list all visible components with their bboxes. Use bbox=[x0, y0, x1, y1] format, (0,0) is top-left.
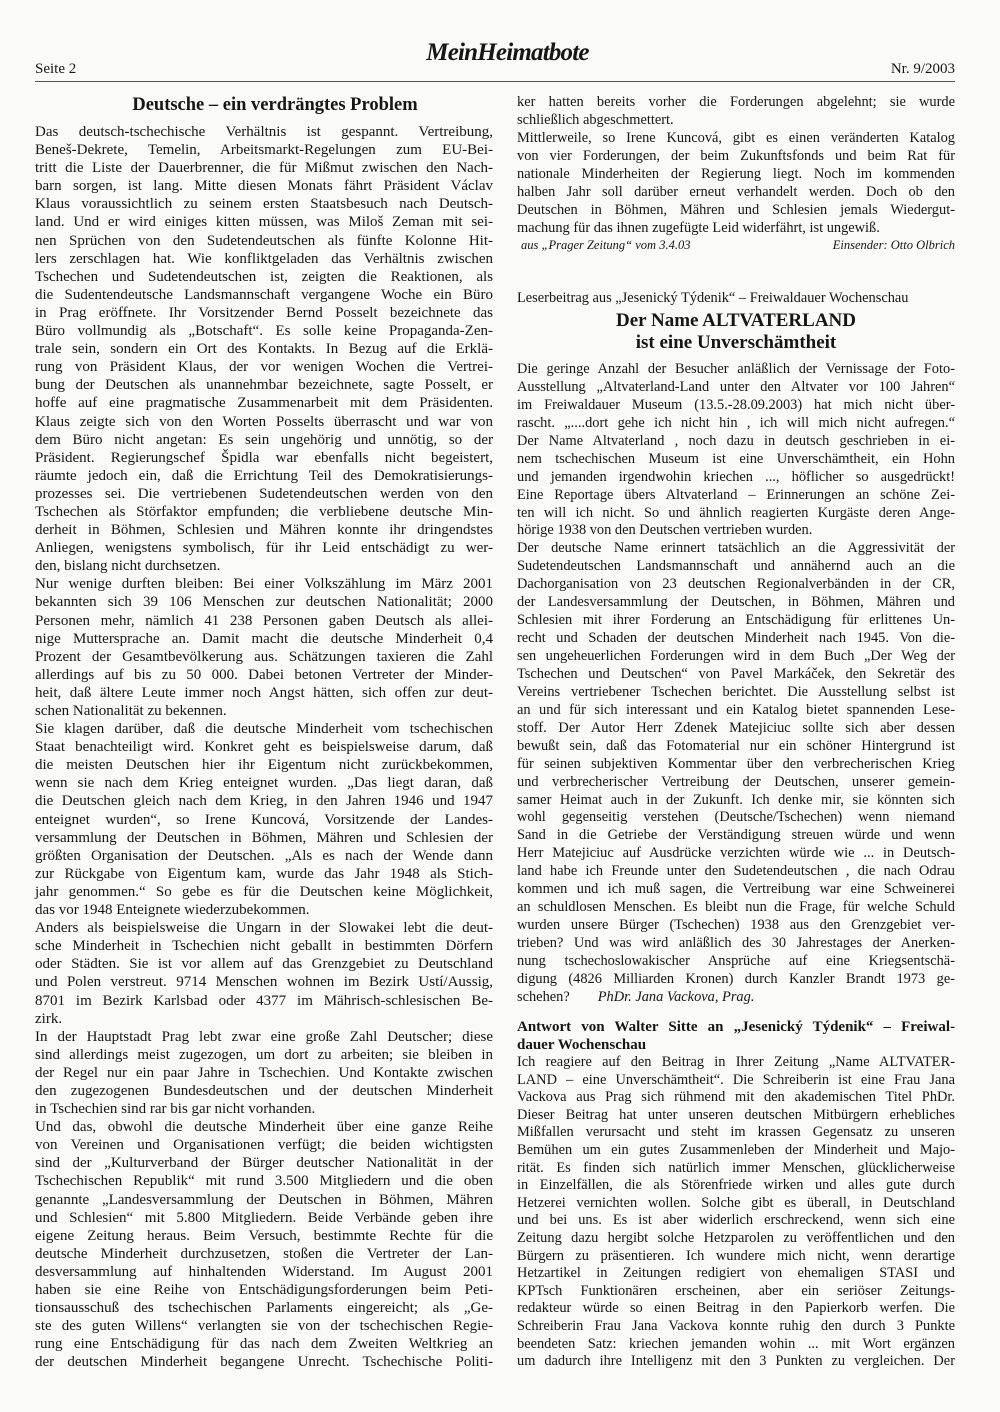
text-line: dem Büro nicht angetan: Es sein ungehörig und unnötig, so der bbox=[35, 431, 493, 448]
text-line: Anliegen, wenigstens symbolisch, für ihr Leid entschädigt zu wer- bbox=[35, 540, 493, 557]
paragraph bbox=[517, 540, 955, 988]
text-line: und jemanden irgendwohin kriechen ..., höflicher so ausgedrückt! bbox=[517, 468, 955, 485]
text-line: Tschechen als Störfaktor empfunden; die verbliebene deutsche Min- bbox=[35, 503, 493, 520]
letter-author: PhDr. Jana Vackova, Prag. bbox=[597, 988, 755, 1005]
text-line: um dadurch ihre Intelligenz mit den 3 Punkten zu vergleichen. Der bbox=[517, 1353, 955, 1370]
text-line: bekannten sich 39 106 Menschen zur deutschen Nationalität; 2000 bbox=[35, 594, 493, 611]
text-line: in Einzelfällen, die als Störenfriede wirken und alles gute durch bbox=[517, 1177, 955, 1194]
text-line: Tschechen und Sudetendeutschen ist, zeigten die Reaktionen, als bbox=[35, 268, 493, 285]
text-line: und verbrecherischer Vertreibung der Deutschen, unserer gemein- bbox=[517, 773, 955, 790]
issue-number: Nr. 9/2003 bbox=[890, 61, 955, 77]
paragraph bbox=[35, 1118, 493, 1371]
text-line: hoffe auf eine pragmatische Zusammenarbeit mit dem Präsidenten. bbox=[35, 395, 493, 412]
text-line: 8701 im Bezirk Karlsbad oder 4377 im Mährisch-schlesischen Be- bbox=[35, 992, 493, 1009]
article-title: Deutsche – ein verdrängtes Problem bbox=[132, 95, 418, 115]
paragraph bbox=[517, 93, 955, 129]
text-line: nige Muttersprache an. Damit macht die deutsche Minderheit 0,4 bbox=[35, 630, 493, 647]
paragraph bbox=[35, 575, 493, 720]
text-line: das vor 1948 Enteignete wiederzubekommen. bbox=[35, 902, 310, 919]
article-continuation bbox=[517, 93, 955, 237]
text-line: eigene Zeitung heraus. Beim Versuch, bestimmte Rechte für die bbox=[35, 1227, 493, 1244]
text-line: enteignet wurden“, so Irene Kuncová, Vorsitzende der Landes- bbox=[35, 811, 493, 828]
text-line: Die geringe Anzahl der Besucher anläßlich der Vernissage der Foto- bbox=[517, 361, 955, 377]
text-line: im Freiwaldauer Museum (13.5.-28.09.2003) hat mich nicht über- bbox=[517, 396, 955, 413]
text-line: Staat benachteiligt wird. Konkret geht es beispielsweise darum, daß bbox=[35, 739, 493, 756]
text-line: zur Rückgabe von Eigentum kam, wurde das Jahr 1948 als Stich- bbox=[35, 865, 493, 882]
text-line: Dieser Beitrag hat unter unseren deutschen Mitbürgern erhebliches bbox=[517, 1106, 955, 1123]
text-line: bung der Deutschen als unannehmbar bezeichnete, sagte Posselt, er bbox=[35, 377, 493, 394]
text-line: die Sudentendeutsche Landsmannschaft vergangene Woche ein Büro bbox=[35, 286, 493, 303]
source-citation: aus „Prager Zeitung“ vom 3.4.03 bbox=[521, 238, 691, 252]
text-line: Bürgern zu präsentieren. Ich wundere mich nicht, wenn derartige bbox=[517, 1247, 955, 1264]
text-line: lers zerschlagen hat. Wie konfliktgeladen das Verhältnis zwischen bbox=[35, 250, 493, 267]
letter-title bbox=[517, 310, 955, 354]
text-line: Herr Matejiciuc auf Ausdrücke verzichten würde wie ... in Deutsch- bbox=[517, 845, 955, 862]
text-line: nem tschechischen Museum ist eine Unverschämtheit, ein Hohn bbox=[517, 450, 955, 467]
text-line: Anders als beispielsweise die Ungarn in der Slowakei lebt die deut- bbox=[35, 920, 493, 937]
text-line: desversammlung auf hinhaltenden Widerstand. Im August 2001 bbox=[35, 1263, 493, 1280]
letter-paragraphs bbox=[517, 361, 955, 989]
text-line: Und das, obwohl die deutsche Minderheit über eine ganze Reihe bbox=[35, 1119, 493, 1136]
text-line: Vackova aus Prag sich rühmend mit den akademischen Titel PhDr. bbox=[517, 1089, 955, 1106]
text-line: zirk. bbox=[35, 1010, 63, 1027]
text-line: recht und Schaden der deutschen Minderheit nach 1945. Von die- bbox=[517, 630, 955, 647]
letter-body bbox=[517, 361, 955, 1007]
text-line: tionsausschuß des tschechischen Parlaments eingereicht; als „Ge- bbox=[35, 1300, 493, 1317]
text-line: Tschechen und Deutschen“ von Pavel Markáček, den Sekretär des bbox=[517, 665, 955, 682]
text-line: nung tschechoslowakischer Ansprüche auf eine Kriegsentschä- bbox=[517, 952, 955, 969]
source-line bbox=[521, 237, 955, 253]
text-line: Prozent der Gesamtbevölkerung aus. Schätzungen taxieren die Zahl bbox=[35, 648, 493, 665]
text-line: ten will ich nicht. So und ähnlich reagierten Kurgäste deren Ange- bbox=[517, 504, 955, 521]
text-line: deutsche Minderheit durchzusetzen, stoßen die Vertreter der Lan- bbox=[35, 1245, 493, 1262]
text-line: von Vereinen und Organisationen verfügt; die beiden wichtigsten bbox=[35, 1137, 493, 1154]
letter-title-line: ist eine Unverschämtheit bbox=[635, 332, 837, 353]
text-line: schließlich abgeschmettert. bbox=[517, 112, 674, 128]
text-line: der Landesversammlung der Deutschen, in Böhmen, Mähren und bbox=[517, 594, 955, 611]
text-line: Büro vollmundig als „Botschaft“. Es solle keine Propaganda-Zen- bbox=[35, 323, 493, 340]
text-line: Dachorganisation von 23 deutschen Regionalverbänden in der CR, bbox=[517, 576, 955, 593]
text-line: die meisten Deutschen hier ihr Eigentum nicht zurückbekommen, bbox=[35, 757, 493, 774]
text-line: schen Nationalität zu bekennen. bbox=[35, 703, 227, 719]
paragraph bbox=[517, 361, 955, 540]
text-line: samer Heimat auch in der Zukunft. Ich denke mir, sie könnten sich bbox=[517, 791, 955, 808]
text-line: ste des guten Willens“ verlangten sie von der tschechischen Regie- bbox=[35, 1318, 493, 1335]
text-line: Der Name Altvaterland , noch dazu in deutsch geschrieben in ei- bbox=[517, 432, 955, 449]
reply-title-line: dauer Wochenschau bbox=[517, 1037, 647, 1053]
text-line: wenn sie nach dem Krieg enteignet wurden. „Das liegt daran, daß bbox=[35, 775, 493, 792]
letter-kicker: Leserbeitrag aus „Jesenický Týdenik“ – Freiwaldauer Wochenschau bbox=[517, 290, 909, 306]
text-line: Vereins vertriebener Tschechen berichtet. Die Ausstellung selbst ist bbox=[517, 683, 955, 700]
text-line: LAND – eine Unverschämtheit“. Die Schreiberin ist eine Frau Jana bbox=[517, 1071, 955, 1088]
text-line: land. Und er wird einiges kitten müssen, was Miloš Zeman mit sei- bbox=[35, 214, 493, 231]
text-line: Ich reagiere auf den Beitrag in Ihrer Zeitung „Name ALTVATER- bbox=[517, 1054, 955, 1070]
text-line: stoff. Der Autor Herr Zdenek Matejiciuc sollte sich aber dessen bbox=[517, 719, 955, 736]
text-line: Bemühen um ein gutes Zusammenleben der Minderheit und Majo- bbox=[517, 1141, 955, 1158]
text-line: rung eine Entschädigung für das nach dem Zweiten Weltkrieg an bbox=[35, 1336, 493, 1353]
letter-title-line: Der Name ALTVATERLAND bbox=[616, 310, 856, 331]
text-line: Sand in die Getriebe der Verständigung streuen würde und wenn bbox=[517, 827, 955, 844]
text-line: sind allerdings meist zugezogen, um dort zu arbeiten; sie bleiben in bbox=[35, 1046, 493, 1063]
newspaper-masthead: MeinHeimatbote bbox=[426, 39, 589, 66]
text-line: Deutschen in Böhmen, Mähren und Schlesien jemals Wiedergut- bbox=[517, 202, 955, 218]
text-line: hörige 1938 von den Deutschen vertrieben wurden. bbox=[517, 522, 813, 539]
text-line: der deutschen Minderheit begangene Unrecht. Tschechische Politi- bbox=[35, 1354, 493, 1371]
text-line: land habe ich Freunde unter den Sudetendeutschen , die nach Odrau bbox=[517, 863, 955, 880]
sender-credit: Einsender: Otto Olbrich bbox=[832, 238, 955, 252]
text-line: Eine Reportage übers Altvaterland – Erinnerungen an schöne Zei- bbox=[517, 486, 955, 503]
text-line: Personen mehr, nämlich 41 238 Personen gaben Deutsch als allei- bbox=[35, 612, 493, 629]
reply-title-line: Antwort von Walter Sitte an „Jesenický Týdenik“ – Freiwal- bbox=[517, 1019, 955, 1035]
text-line: Sie klagen darüber, daß die deutsche Minderheit vom tschechischen bbox=[35, 721, 493, 738]
text-line: oder Städten. Sie ist vor allem auf das Grenzgebiet zu Deutschland bbox=[35, 956, 493, 973]
text-line: Beneš-Dekrete, Temelin, Arbeitsmarkt-Regelungen zum EU-Bei- bbox=[35, 142, 493, 159]
text-line: nen Sprüchen von den Sudetendeutschen als fünfte Kolonne Hit- bbox=[35, 232, 493, 249]
text-line: für seinen subjektiven Kommentar über den verbrecherischen Krieg bbox=[517, 755, 955, 772]
text-line: haben sie eine Reihe von Entschädigungsforderungen beim Peti- bbox=[35, 1282, 493, 1298]
header-divider bbox=[35, 81, 955, 82]
text-line: der Regel nur ein paar Jahre in Tschechien. Und Kontakte zwischen bbox=[35, 1064, 493, 1081]
text-line: ker hatten bereits vorher die Forderungen abgelehnt; sie wurde bbox=[517, 94, 955, 110]
paragraph bbox=[35, 720, 493, 919]
article-body bbox=[35, 123, 493, 1371]
text-line: und Schlesien“ mit 5.800 Mitgliedern. Beide Verbände geben ihre bbox=[35, 1209, 493, 1226]
reply-title bbox=[517, 1018, 955, 1054]
text-line: Sudetendeutschen Landsmannschaft und annähernd auch an die bbox=[517, 558, 955, 575]
text-line: wohl gegenseitig verstehen (Deutsche/Tschechen) wenn niemand bbox=[517, 809, 955, 826]
text-line: Tschechischen Republik“ mit rund 3.500 Mitgliedern und die oben bbox=[35, 1173, 493, 1190]
text-line: Nur wenige durften bleiben: Bei einer Volkszählung im März 2001 bbox=[35, 576, 493, 593]
text-line: sche Minderheit in Tschechien nicht geballt in bestimmten Dörfern bbox=[35, 938, 493, 955]
closing-text: schehen? bbox=[517, 988, 570, 1005]
text-line: Das deutsch-tschechische Verhältnis ist gespannt. Vertreibung, bbox=[35, 124, 493, 140]
text-line: bewußt sein, daß das Fotomaterial nur ein schöner Hintergrund ist bbox=[517, 737, 955, 754]
text-line: heit, daß ältere Leute immer noch Angst hätten, sich offen zur deut- bbox=[35, 684, 493, 701]
text-line: redakteur würde so einen Beitrag in den Papierkorb werfen. Die bbox=[517, 1300, 955, 1317]
text-line: versammlung der Deutschen in Böhmen, Mähren und Schlesien der bbox=[35, 829, 493, 846]
text-line: In der Hauptstadt Prag lebt zwar eine große Zahl Deutscher; diese bbox=[35, 1028, 493, 1045]
text-line: Ausstellung „Altvaterland-Land unter den Altvater vor 100 Jahren“ bbox=[517, 378, 955, 395]
text-line: machung für das ihnen zugefügte Leid widerfährt, ist ungewiß. bbox=[517, 220, 880, 236]
text-line: jahr genommen.“ So gebe es für die Deutschen keine Möglichkeit, bbox=[35, 883, 493, 900]
text-line: die Deutschen gleich nach dem Krieg, in den Jahren 1946 und 1947 bbox=[35, 793, 493, 810]
text-line: rascht. „....dort gehe ich nicht hin , ich will mich nicht aufregen.“ bbox=[517, 414, 955, 431]
text-line: nationale Minderheiten der Regierung liegt. Noch im kommenden bbox=[517, 166, 955, 182]
paragraph bbox=[35, 1028, 493, 1118]
text-line: Der deutsche Name erinnert tatsächlich an die Aggressivität der bbox=[517, 540, 955, 557]
text-line: den zugezogenen Bundesdeutschen und der deutschen Minderheit bbox=[35, 1082, 493, 1099]
text-line: Zeitung dazu hergibt solche Hetzparolen zu veröffentlichen und den bbox=[517, 1229, 955, 1246]
text-line: in Tschechien sind rar bis gar nicht vorhanden. bbox=[35, 1101, 316, 1118]
reply-body bbox=[517, 1054, 955, 1371]
text-line: Klaus zeigte sich von den Worten Posselts überrascht und war von bbox=[35, 413, 493, 430]
paragraph bbox=[517, 129, 955, 237]
paragraph bbox=[517, 1054, 955, 1371]
text-line: in Prag eröffnete. Ihr Vorsitzender Bernd Posselt bezeichnete das bbox=[35, 304, 493, 321]
text-line: sind der „Kulturverband der Bürger deutscher Nationalität in der bbox=[35, 1155, 493, 1172]
text-line: genannte „Landesversammlung der Deutschen in Böhmen, Mähren bbox=[35, 1191, 493, 1208]
letter-closing-line bbox=[517, 989, 955, 1007]
text-line: tritt die Liste der Dauerbrenner, die für Mißmut zwischen den Nach- bbox=[35, 160, 493, 177]
text-line: beendeten Satz: kriechen jemanden wohin ... mit Wort ergänzen bbox=[517, 1335, 955, 1352]
text-line: und Polen verstreut. 9714 Menschen wohnen im Bezirk Ustí/Aussig, bbox=[35, 974, 493, 991]
paragraph bbox=[35, 919, 493, 1028]
text-line: barn sorgen, ist lang. Mitte diesen Monats fährt Präsident Václav bbox=[35, 178, 493, 195]
text-line: allerdings auf bis zu 50 000. Dabei betonen Vertreter der Minder- bbox=[35, 666, 493, 683]
text-line: Klaus voraussichtlich zu seinem ersten Staatsbesuch nach Deutsch- bbox=[35, 196, 493, 213]
text-line: Hetzerei vernichten wollen. Solche gibt es überall, in Deutschland bbox=[517, 1194, 955, 1211]
text-line: rität. Es finden sich natürlich immer Menschen, glücklicherweise bbox=[517, 1159, 955, 1176]
text-line: Präsident. Regierungschef Špidla war ebenfalls nicht begeistert, bbox=[35, 449, 493, 466]
text-line: von vier Forderungen, der beim Zukunftsfonds und beim Rat für bbox=[517, 148, 955, 164]
text-line: trale sein, sondern ein Ort des Kontakts. In Bezug auf die Erklä- bbox=[35, 341, 493, 358]
page-number: Seite 2 bbox=[35, 61, 77, 77]
text-line: rung von Präsident Klaus, der vor wenigen Wochen die Vertrei- bbox=[35, 359, 493, 376]
text-line: kommen und ich muß sagen, die Vertreibung war eine Schweinerei bbox=[517, 881, 955, 898]
text-line: den, bislang nicht durchsetzen. bbox=[35, 558, 221, 575]
text-line: prozesses sei. Die vertriebenen Sudetendeutschen werden von den bbox=[35, 485, 493, 502]
text-line: Mißfallen verursacht und steht im krassen Gegensatz zu unseren bbox=[517, 1124, 955, 1141]
text-line: räumte jedoch ein, daß die Errichtung Teil des Demokratisierungs- bbox=[35, 467, 493, 484]
paragraph bbox=[35, 123, 493, 575]
text-line: Hetzartikel in Zeitungen redigiert von ehemaligen STASI und bbox=[517, 1265, 955, 1282]
text-line: digung (4826 Milliarden Kronen) durch Kanzler Brandt 1973 ge- bbox=[517, 970, 955, 987]
text-line: und bei uns. Es ist aber widerlich erschreckend, wenn sich eine bbox=[517, 1212, 955, 1229]
text-line: an schuldlosen Menschen. Es bleibt nun die Frage, für welche Schuld bbox=[517, 899, 955, 916]
text-line: größten Organisation der Deutschen. „Als es nach der Wende dann bbox=[35, 847, 493, 864]
text-line: halben Jahr soll darüber erneut verhandelt werden. Doch ob den bbox=[517, 184, 955, 200]
text-line: an und für sich interessant und ein Katalog bietet spannenden Lese- bbox=[517, 701, 955, 718]
text-line: derheit in Böhmen, Schlesien und Mähren konnte ihr dringendstes bbox=[35, 522, 493, 539]
text-line: Mittlerweile, so Irene Kuncová, gibt es einen veränderten Katalog bbox=[517, 130, 955, 146]
text-line: Schlesien mit ihrer Forderung an Entschädigung für erlittenes Un- bbox=[517, 612, 955, 629]
text-line: KPTsch Funktionären erscheinen, aber ein seriöser Zeitungs- bbox=[517, 1282, 955, 1299]
text-line: trieben? Und was wird anläßlich des 30 Jahrestages der Anerken- bbox=[517, 935, 955, 951]
text-line: Schreiberin Frau Jana Vackova konnte ruhig den durch 3 Punkte bbox=[517, 1317, 955, 1334]
text-line: wurden unsere Bürger (Tschechen) 1938 aus den Grenzgebiet ver- bbox=[517, 917, 955, 934]
text-line: sen ungeheuerlichen Forderungen wird in dem Buch „Der Weg der bbox=[517, 648, 955, 664]
